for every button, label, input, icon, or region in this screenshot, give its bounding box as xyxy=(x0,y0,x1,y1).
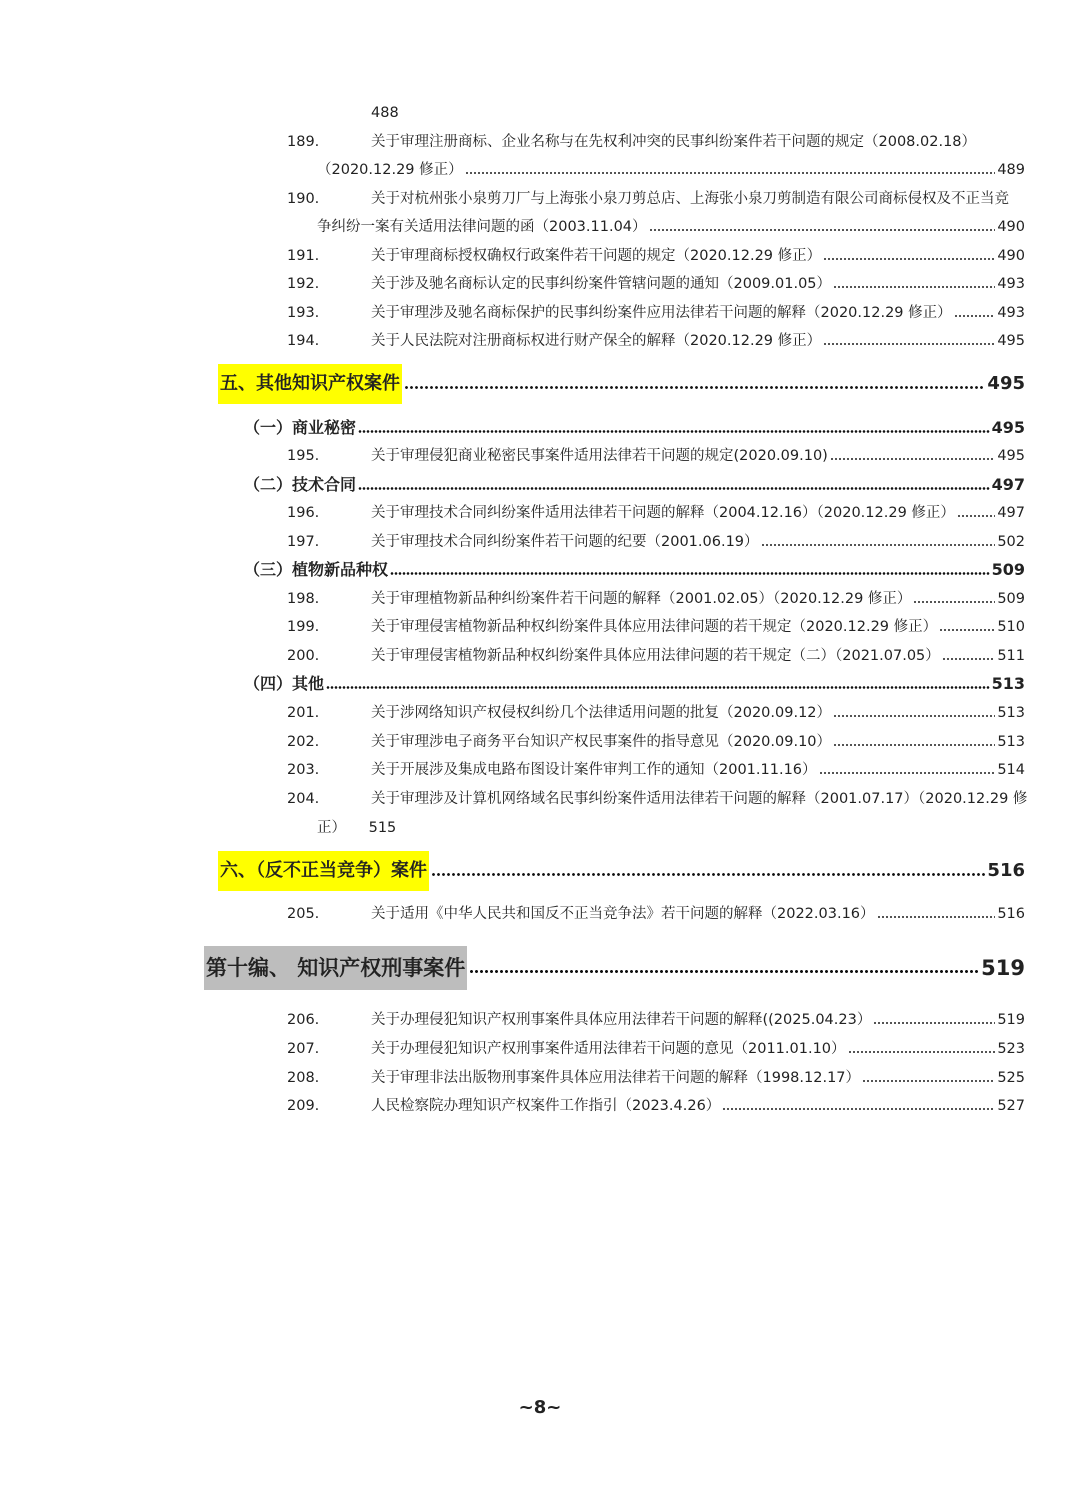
leader-dots xyxy=(326,686,990,689)
entry-title-cont: 争纠纷一案有关适用法律问题的函（2003.11.04） xyxy=(317,219,647,235)
entry-page: 490 xyxy=(997,219,1025,235)
entry-title: 关于审理技术合同纠纷案件适用法律若干问题的解释（2004.12.16）（2020.12.29 修正） xyxy=(371,505,955,521)
entry-page: 523 xyxy=(997,1041,1025,1057)
toc-entry-189-cont[interactable] xyxy=(317,156,1025,184)
leader-dots xyxy=(833,715,995,717)
subsection-title: （一）商业秘密 xyxy=(244,418,357,437)
toc-entry-192[interactable] xyxy=(0,270,1080,298)
leader-dots xyxy=(431,873,985,876)
entry-number: 192. xyxy=(287,276,320,292)
entry-page: 519 xyxy=(997,1012,1025,1028)
toc-entry-205[interactable] xyxy=(0,900,1080,928)
toc-entry-198[interactable] xyxy=(0,585,1080,613)
subsection-page: 495 xyxy=(991,418,1025,437)
leader-dots xyxy=(649,229,996,231)
page-number-footer: ~8~ xyxy=(518,1397,562,1418)
part-title: 第十编、 知识产权刑事案件 xyxy=(204,946,467,990)
entry-page: 525 xyxy=(997,1070,1025,1086)
entry-title: 关于涉及驰名商标认定的民事纠纷案件管辖问题的通知（2009.01.05） xyxy=(371,276,832,292)
leader-dots xyxy=(913,601,995,603)
entry-page: 511 xyxy=(997,648,1025,664)
toc-entry-200[interactable] xyxy=(0,642,1080,670)
entry-number: 190. xyxy=(287,191,320,207)
leader-dots xyxy=(823,343,995,345)
entry-number: 198. xyxy=(287,591,320,607)
entry-page: 495 xyxy=(997,333,1025,349)
toc-entry-204[interactable] xyxy=(0,785,1080,813)
entry-title: 关于办理侵犯知识产权刑事案件适用法律若干问题的意见（2011.01.10） xyxy=(371,1041,846,1057)
entry-page: 513 xyxy=(997,705,1025,721)
entry-page: 514 xyxy=(997,762,1025,778)
entry-page: 493 xyxy=(997,305,1025,321)
entry-page: 495 xyxy=(997,448,1025,464)
toc-entry-193[interactable] xyxy=(0,299,1080,327)
subsection-page: 509 xyxy=(991,560,1025,579)
entry-number: 208. xyxy=(287,1070,320,1086)
toc-entry-204-cont[interactable] xyxy=(317,814,396,842)
toc-subsection-3[interactable] xyxy=(244,556,1025,584)
leader-dots xyxy=(957,515,995,517)
toc-section-6[interactable] xyxy=(218,851,1025,891)
entry-number: 200. xyxy=(287,648,320,664)
leader-dots xyxy=(761,544,996,546)
entry-page: 515 xyxy=(368,820,397,836)
leader-dots xyxy=(833,286,995,288)
entry-number: 193. xyxy=(287,305,320,321)
section-title: 六、（反不正当竞争）案件 xyxy=(218,851,429,891)
toc-entry-206[interactable] xyxy=(0,1006,1080,1034)
toc-entry-203[interactable] xyxy=(0,756,1080,784)
section-page: 516 xyxy=(987,860,1025,881)
toc-entry-201[interactable] xyxy=(0,699,1080,727)
entry-title: 关于审理商标授权确权行政案件若干问题的规定（2020.12.29 修正） xyxy=(371,248,822,264)
toc-entry-189[interactable] xyxy=(0,128,1080,156)
entry-page: 490 xyxy=(997,248,1025,264)
toc-entry-207[interactable] xyxy=(0,1035,1080,1063)
entry-title: 关于审理涉及驰名商标保护的民事纠纷案件应用法律若干问题的解释（2020.12.29 修正） xyxy=(371,305,952,321)
entry-title: 关于适用《中华人民共和国反不正当竞争法》若干问题的解释（2022.03.16） xyxy=(371,906,875,922)
leader-dots xyxy=(358,487,990,490)
entry-title: 关于审理注册商标、企业名称与在先权利冲突的民事纠纷案件若干问题的规定（2008.02.18） xyxy=(371,134,977,150)
leader-dots xyxy=(469,970,979,973)
subsection-title: （四）其他 xyxy=(244,674,325,693)
entry-title: 关于人民法院对注册商标权进行财产保全的解释（2020.12.29 修正） xyxy=(371,333,822,349)
leader-dots xyxy=(862,1080,995,1082)
continued-page-ref: 488 xyxy=(371,105,399,121)
toc-entry-199[interactable] xyxy=(0,613,1080,641)
entry-number: 195. xyxy=(287,448,320,464)
leader-dots xyxy=(722,1108,995,1110)
entry-title: 关于审理非法出版物刑事案件具体应用法律若干问题的解释（1998.12.17） xyxy=(371,1070,861,1086)
toc-subsection-2[interactable] xyxy=(244,471,1025,499)
entry-number: 206. xyxy=(287,1012,320,1028)
toc-entry-208[interactable] xyxy=(0,1064,1080,1092)
entry-title: 关于审理侵害植物新品种权纠纷案件具体应用法律问题的若干规定（二）（2021.07.05） xyxy=(371,648,940,664)
entry-number: 196. xyxy=(287,505,320,521)
leader-dots xyxy=(823,258,995,260)
leader-dots xyxy=(942,658,996,660)
toc-entry-190-cont[interactable] xyxy=(317,213,1025,241)
entry-number: 202. xyxy=(287,734,320,750)
entry-page: 489 xyxy=(997,162,1025,178)
subsection-title: （三）植物新品种权 xyxy=(244,560,389,579)
toc-entry-196[interactable] xyxy=(0,499,1080,527)
entry-number: 209. xyxy=(287,1098,320,1114)
toc-subsection-1[interactable] xyxy=(244,414,1025,442)
toc-entry-209[interactable] xyxy=(0,1092,1080,1120)
entry-page: 497 xyxy=(997,505,1025,521)
toc-entry-202[interactable] xyxy=(0,728,1080,756)
part-page: 519 xyxy=(981,956,1025,980)
subsection-title: （二）技术合同 xyxy=(244,475,357,494)
toc-part-10[interactable] xyxy=(204,946,1025,990)
section-title: 五、其他知识产权案件 xyxy=(218,364,402,404)
toc-entry-191[interactable] xyxy=(0,242,1080,270)
entry-page: 502 xyxy=(997,534,1025,550)
leader-dots xyxy=(877,916,996,918)
entry-number: 189. xyxy=(287,134,320,150)
entry-number: 199. xyxy=(287,619,320,635)
entry-number: 204. xyxy=(287,791,320,807)
entry-title: 关于审理技术合同纠纷案件若干问题的纪要（2001.06.19） xyxy=(371,534,759,550)
entry-page: 510 xyxy=(997,619,1025,635)
entry-title: 关于审理涉及计算机网络域名民事纠纷案件适用法律若干问题的解释（2001.07.17）（2020.12.29 修 xyxy=(371,791,1028,807)
entry-title: 关于涉网络知识产权侵权纠纷几个法律适用问题的批复（2020.09.12） xyxy=(371,705,832,721)
leader-dots xyxy=(848,1051,996,1053)
entry-title: 关于审理涉电子商务平台知识产权民事案件的指导意见（2020.09.10） xyxy=(371,734,832,750)
entry-title: 关于对杭州张小泉剪刀厂与上海张小泉刀剪总店、上海张小泉刀剪制造有限公司商标侵权及不正当竞 xyxy=(371,191,1009,207)
leader-dots xyxy=(404,386,985,389)
leader-dots xyxy=(465,172,996,174)
entry-page: 513 xyxy=(997,734,1025,750)
entry-number: 207. xyxy=(287,1041,320,1057)
entry-number: 203. xyxy=(287,762,320,778)
entry-title: 人民检察院办理知识产权案件工作指引（2023.4.26） xyxy=(371,1098,721,1114)
leader-dots xyxy=(358,430,990,433)
entry-number: 201. xyxy=(287,705,320,721)
section-page: 495 xyxy=(987,373,1025,394)
toc-entry-197[interactable] xyxy=(0,528,1080,556)
entry-page: 516 xyxy=(997,906,1025,922)
toc-entry-190[interactable] xyxy=(0,185,1080,213)
toc-entry-195[interactable] xyxy=(0,442,1080,470)
entry-page: 509 xyxy=(997,591,1025,607)
leader-dots xyxy=(833,744,995,746)
entry-number: 197. xyxy=(287,534,320,550)
subsection-page: 513 xyxy=(991,674,1025,693)
entry-title: 关于审理植物新品种纠纷案件若干问题的解释（2001.02.05）（2020.12.29 修正） xyxy=(371,591,912,607)
toc-subsection-4[interactable] xyxy=(244,670,1025,698)
entry-title: 关于办理侵犯知识产权刑事案件具体应用法律若干问题的解释((2025.04.23） xyxy=(371,1012,872,1028)
entry-title-cont: （2020.12.29 修正） xyxy=(317,162,463,178)
leader-dots xyxy=(390,572,990,575)
leader-dots xyxy=(939,629,995,631)
entry-title: 关于审理侵犯商业秘密民事案件适用法律若干问题的规定(2020.09.10) xyxy=(371,448,828,464)
entry-title: 关于审理侵害植物新品种权纠纷案件具体应用法律问题的若干规定（2020.12.29 修正） xyxy=(371,619,938,635)
leader-dots xyxy=(830,458,995,460)
subsection-page: 497 xyxy=(991,475,1025,494)
toc-entry-194[interactable] xyxy=(0,327,1080,355)
entry-number: 194. xyxy=(287,333,320,349)
entry-title-cont: 正） xyxy=(317,820,346,836)
entry-number: 205. xyxy=(287,906,320,922)
toc-section-5[interactable] xyxy=(218,364,1025,404)
entry-page: 527 xyxy=(997,1098,1025,1114)
leader-dots xyxy=(954,315,996,317)
leader-dots xyxy=(873,1022,995,1024)
entry-title: 关于开展涉及集成电路布图设计案件审判工作的通知（2001.11.16） xyxy=(371,762,817,778)
entry-number: 191. xyxy=(287,248,320,264)
leader-dots xyxy=(819,772,996,774)
entry-page: 493 xyxy=(997,276,1025,292)
